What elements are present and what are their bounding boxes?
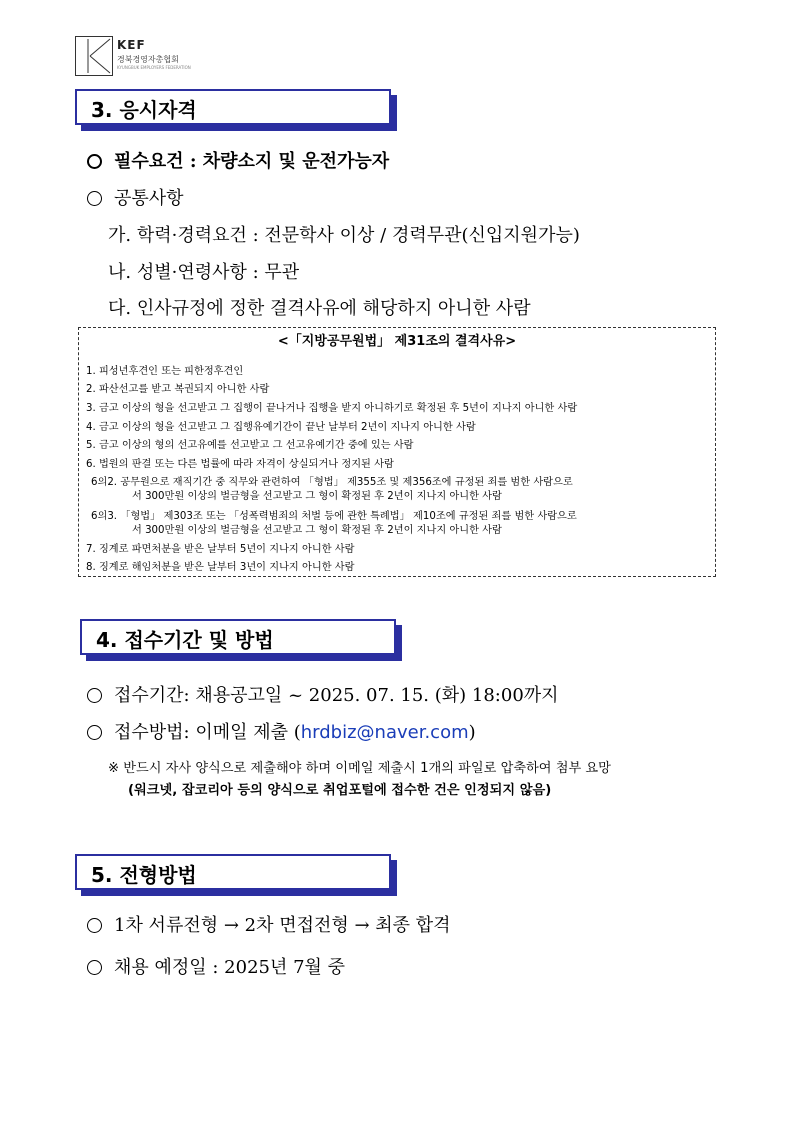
law-item: 2. 파산선고를 받고 복권되지 아니한 사람 [86,384,270,395]
logo-name: KEF [117,38,146,52]
disqualification-box-title: <「지방공무원법」 제31조의 결격사유> [277,334,517,349]
common-item-education: 가. 학력·경력요건 : 전문학사 이상 / 경력무관(신입지원가능) [108,225,580,246]
law-item: 1. 피성년후견인 또는 피한정후견인 [86,366,244,377]
common-heading [87,184,184,210]
law-item: 7. 징계로 파면처분을 받은 날부터 5년이 지나지 아니한 사람 [86,544,355,555]
law-item: 8. 징계로 해임처분을 받은 날부터 3년이 지나지 아니한 사람 [86,562,355,573]
section-5-header [75,854,391,890]
circle-bullet-icon [87,918,102,933]
application-method-text: 접수방법: 이메일 제출 ( [114,722,301,743]
email-link[interactable]: hrdbiz@naver.com [300,722,469,743]
application-period-text: 접수기간: 채용공고일 ~ 2025. 07. 15. (화) 18:00까지 [114,685,559,706]
application-method-suffix: ) [468,722,476,743]
common-item-disqualification: 다. 인사규정에 정한 결격사유에 해당하지 아니한 사람 [108,298,531,319]
application-period [87,681,559,707]
circle-bullet-icon [87,725,102,740]
common-heading-text: 공통사항 [114,188,184,209]
section-4-title: 4. 접수기간 및 방법 [96,628,274,652]
logo-subtitle: 경북경영자총협회 [117,55,179,64]
selection-process-text: 1차 서류전형 → 2차 면접전형 → 최종 합격 [114,915,451,936]
submission-note-bold: (워크넷, 잡코리아 등의 양식으로 취업포털에 접수한 건은 인정되지 않음) [128,783,552,798]
hiring-schedule-text: 채용 예정일 : 2025년 7월 중 [114,957,346,978]
required-condition-text: 필수요건 : 차량소지 및 운전가능자 [114,151,390,172]
law-item: 6의3. 「형법」 제303조 또는 「성폭력범죄의 처벌 등에 관한 특례법」 제10조에 규정된 죄를 범한 사람으로 [91,511,577,522]
selection-process [87,911,451,937]
section-5-title: 5. 전형방법 [91,863,197,887]
disqualification-box [78,327,716,577]
circle-bullet-icon [87,688,102,703]
submission-note: ※ 반드시 자사 양식으로 제출해야 하며 이메일 제출시 1개의 파일로 압축하여 첨부 요망 [108,761,611,776]
law-item-continued: 서 300만원 이상의 벌금형을 선고받고 그 형이 확정된 후 2년이 지나지 아니한 사람 [132,491,502,502]
circle-bullet-icon [87,960,102,975]
section-4-header [80,619,396,655]
section-3-header [75,89,391,125]
circle-bullet-icon [87,154,102,169]
law-item-continued: 서 300만원 이상의 벌금형을 선고받고 그 형이 확정된 후 2년이 지나지 아니한 사람 [132,525,502,536]
circle-bullet-icon [87,191,102,206]
logo-subtitle-en: KYUNGBUK EMPLOYERS FEDERATION [117,65,191,70]
law-item: 4. 금고 이상의 형을 선고받고 그 집행유예기간이 끝난 날부터 2년이 지나지 아니한 사람 [86,422,476,433]
law-item: 6의2. 공무원으로 재직기간 중 직무와 관련하여 「형법」 제355조 및 제356조에 규정된 죄를 범한 사람으로 [91,477,573,488]
common-item-gender-age: 나. 성별·연령사항 : 무관 [108,262,300,283]
section-3-title: 3. 응시자격 [91,98,197,122]
application-method [87,718,476,744]
law-item: 3. 금고 이상의 형을 선고받고 그 집행이 끝나거나 집행을 받지 아니하기로 확정된 후 5년이 지나지 아니한 사람 [86,403,578,414]
law-item: 5. 금고 이상의 형의 선고유예를 선고받고 그 선고유예기간 중에 있는 사람 [86,440,414,451]
kef-logo-mark [75,36,113,76]
hiring-schedule [87,953,345,979]
required-condition [87,147,389,173]
law-item: 6. 법원의 판결 또는 다른 법률에 따라 자격이 상실되거나 정지된 사람 [86,459,394,470]
